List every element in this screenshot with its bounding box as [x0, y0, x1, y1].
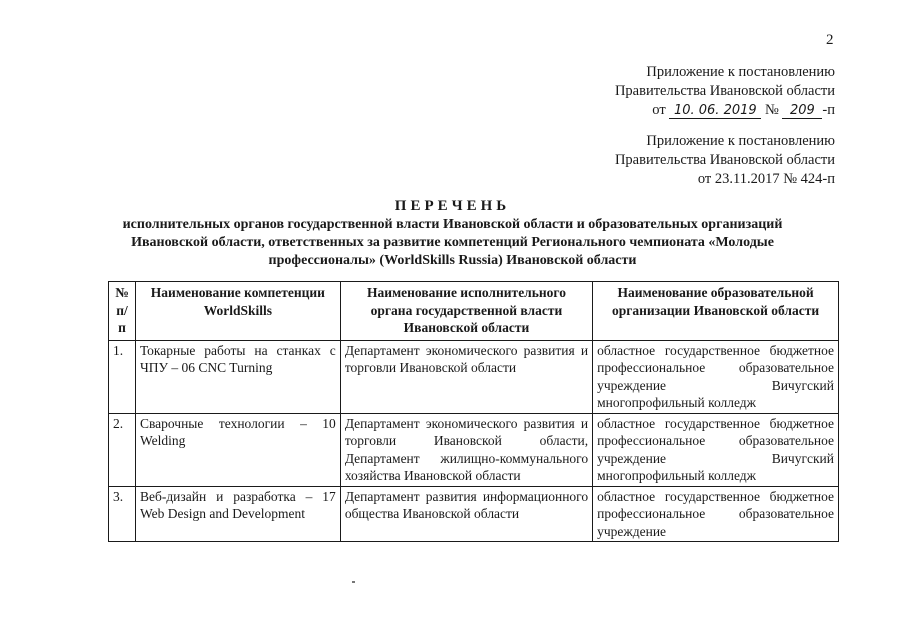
- appendix-previous: [615, 132, 835, 189]
- handwritten-date: 10. 06. 2019: [669, 103, 761, 119]
- appendix-current-line1: Приложение к постановлению: [646, 64, 835, 80]
- header-organization: Наименование образовательной организации Ивановской области: [593, 282, 839, 341]
- row-competence: Веб-дизайн и разработка – 17 Web Design and Development: [135, 486, 340, 542]
- row-competence: Токарные работы на станках с ЧПУ – 06 CNC Turning: [135, 340, 340, 413]
- row-authority: Департамент развития информационного общества Ивановской области: [340, 486, 592, 542]
- row-organization: областное государственное бюджетное профессиональное образовательное учреждение: [593, 486, 839, 542]
- competence-table: [108, 281, 839, 542]
- table-row: [109, 486, 839, 542]
- appendix-previous-line3: от 23.11.2017 № 424-п: [697, 171, 835, 187]
- scan-speck: [352, 581, 355, 583]
- table-header-row: [109, 282, 839, 341]
- handwritten-number: 209: [782, 103, 822, 119]
- appendix-current-line3: [615, 101, 835, 120]
- row-authority: Департамент экономического развития и торговли Ивановской области: [340, 340, 592, 413]
- appendix-current: [615, 63, 835, 120]
- row-organization: областное государственное бюджетное профессиональное образовательное учреждение Вичугский многопрофильный колледж: [593, 413, 839, 486]
- header-competence: Наименование компетенции WorldSkills: [135, 282, 340, 341]
- table-row: [109, 340, 839, 413]
- number-suffix: -п: [822, 102, 835, 118]
- number-sign: №: [764, 102, 779, 118]
- header-num: № п/п: [109, 282, 136, 341]
- document-title: [0, 196, 905, 270]
- header-authority: Наименование исполнительного органа государственной власти Ивановской области: [340, 282, 592, 341]
- title-subtitle: исполнительных органов государственной власти Ивановской области и образовательных организаций Ивановской области, ответственных за развитие компетенций Регионального чемпионата «Молодые профессионалы» (WorldSkills Russia) Ивановской области: [122, 217, 783, 268]
- appendix-current-line2: Правительства Ивановской области: [614, 83, 835, 99]
- row-competence: Сварочные технологии – 10 Welding: [135, 413, 340, 486]
- title-heading: ПЕРЕЧЕНЬ: [394, 198, 511, 214]
- appendix-previous-line1: Приложение к постановлению: [646, 133, 835, 149]
- appendix-previous-line2: Правительства Ивановской области: [614, 152, 835, 168]
- row-organization: областное государственное бюджетное профессиональное образовательное учреждение Вичугский многопрофильный колледж: [593, 340, 839, 413]
- table-row: [109, 413, 839, 486]
- row-num: 1.: [109, 340, 136, 413]
- row-authority: Департамент экономического развития и торговли Ивановской области, Департамент жилищно-коммунального хозяйства Ивановской области: [340, 413, 592, 486]
- appendix-from-prefix: от: [652, 102, 666, 118]
- row-num: 3.: [109, 486, 136, 542]
- page-number: 2: [826, 32, 834, 48]
- row-num: 2.: [109, 413, 136, 486]
